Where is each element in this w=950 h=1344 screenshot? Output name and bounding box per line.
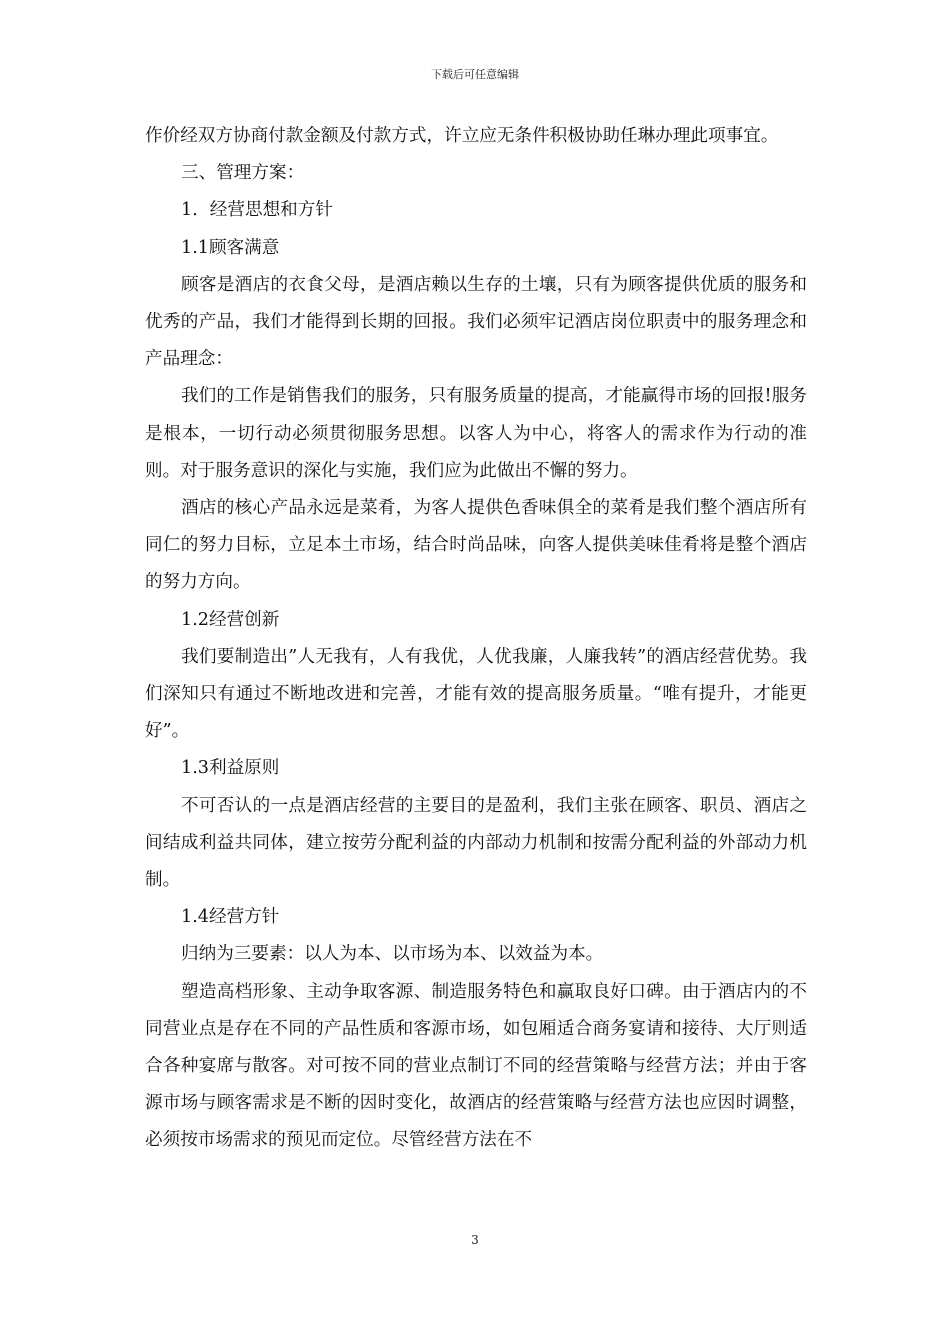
subsection-heading-1: 1．经营思想和方针: [181, 200, 333, 221]
subsection-heading-1-3: 1.3利益原则: [181, 758, 280, 779]
paragraph-interest: 不可否认的一点是酒店经营的主要目的是盈利，我们主张在顾客、职员、酒店之间结成利益共同体，建立按劳分配利益的内部动力机制和按需分配利益的外部动力机制。: [145, 795, 807, 891]
subsection-heading-1-1: 1.1顾客满意: [181, 237, 280, 258]
paragraph-customer: 顾客是酒店的衣食父母，是酒店赖以生存的土壤，只有为顾客提供优质的服务和优秀的产品，我们才能得到长期的回报。我们必须牢记酒店岗位职责中的服务理念和产品理念：: [145, 274, 807, 370]
paragraph-service: 我们的工作是销售我们的服务，只有服务质量的提高，才能赢得市场的回报!服务是根本，一切行动必须贯彻服务思想。以客人为中心，将客人的需求作为行动的准则。对于服务意识的深化与实施，我们应为此做出不懈的努力。: [145, 386, 807, 481]
paragraph-three-elements: 归纳为三要素：以人为本、以市场为本、以效益为本。: [181, 944, 604, 965]
document-body: [145, 118, 807, 1160]
paragraph-continuation: 作价经双方协商付款金额及付款方式，许立应无条件积极协助任琳办理此项事宜。: [145, 126, 779, 146]
paragraph-innovation: 我们要制造出”人无我有，人有我优，人优我廉，人廉我转”的酒店经营优势。我们深知只有通过不断地改进和完善，才能有效的提高服务质量。“唯有提升，才能更好”。: [145, 646, 807, 742]
page-header: 下载后可任意编辑: [431, 68, 519, 81]
page-number: 3: [471, 1233, 479, 1247]
subsection-heading-1-2: 1.2经营创新: [181, 609, 280, 630]
subsection-heading-1-4: 1.4经营方针: [181, 907, 280, 928]
paragraph-core-product: 酒店的核心产品永远是菜肴，为客人提供色香味俱全的菜肴是我们整个酒店所有同仁的努力目标，立足本土市场，结合时尚品味，向客人提供美味佳肴将是整个酒店的努力方向。: [145, 498, 807, 593]
paragraph-strategy: 塑造高档形象、主动争取客源、制造服务特色和赢取良好口碑。由于酒店内的不同营业点是存在不同的产品性质和客源市场，如包厢适合商务宴请和接待、大厅则适合各种宴席与散客。对可按不同的营业点制订不同的经营策略与经营方法；并由于客源市场与顾客需求是不断的因时变化，故酒店的经营策略与经营方法也应因时调整，必须按市场需求的预见而定位。尽管经营方法在不: [145, 981, 807, 1151]
section-heading-management-plan: 三、管理方案：: [181, 163, 305, 184]
